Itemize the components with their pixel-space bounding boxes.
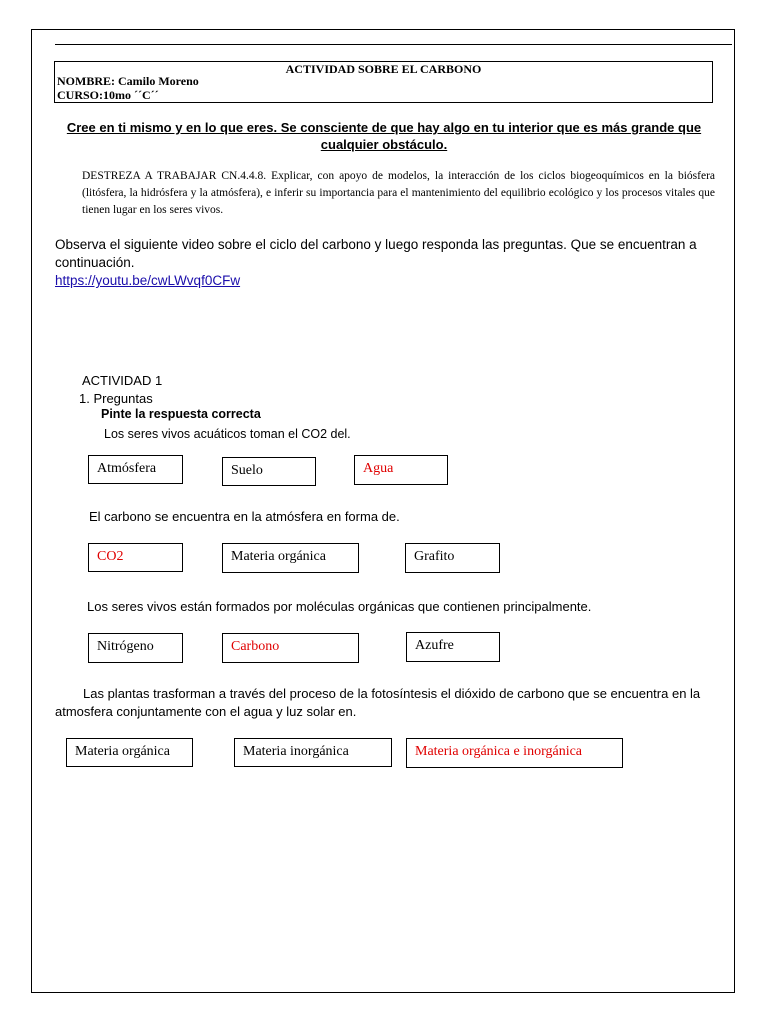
intro-text: Observa el siguiente video sobre el ciclo del carbono y luego responda las preguntas. Que se encuentran a continuación. bbox=[55, 237, 697, 270]
question-4: Las plantas trasforman a través del proceso de la fotosíntesis el dióxido de carbono que se encuentra en la atmosfera conjuntamente con el agua y luz solar en. bbox=[55, 686, 701, 719]
q4-option-materia-inorganica[interactable]: Materia inorgánica bbox=[234, 738, 392, 767]
top-rule bbox=[55, 44, 732, 45]
q1-option-atmosfera[interactable]: Atmósfera bbox=[88, 455, 183, 484]
header-box bbox=[54, 61, 713, 103]
question-3: Los seres vivos están formados por moléculas orgánicas que contienen principalmente. bbox=[87, 599, 592, 614]
q2-option-co2[interactable]: CO2 bbox=[88, 543, 183, 572]
q4-option-materia-organica-e-inorganica[interactable]: Materia orgánica e inorgánica bbox=[406, 738, 623, 768]
q1-option-agua[interactable]: Agua bbox=[354, 455, 448, 485]
student-course: CURSO:10mo ´´C´´ bbox=[57, 88, 159, 102]
instruction: Pinte la respuesta correcta bbox=[101, 407, 261, 421]
activity-title: ACTIVIDAD 1 bbox=[82, 373, 163, 388]
document-title: ACTIVIDAD SOBRE EL CARBONO bbox=[285, 62, 482, 76]
q3-option-azufre[interactable]: Azufre bbox=[406, 632, 500, 662]
question-1: Los seres vivos acuáticos toman el CO2 del. bbox=[104, 427, 351, 441]
q4-option-materia-organica[interactable]: Materia orgánica bbox=[66, 738, 193, 767]
skill-description: DESTREZA A TRABAJAR CN.4.4.8. Explicar, con apoyo de modelos, la interacción de los ciclos biogeoquímicos en la biósfera (litósfera, la hidrósfera y la atmósfera), e inferir su importancia para el mantenimiento del equilibrio ecológico y los procesos vitales que tienen lugar en los seres vivos. bbox=[82, 170, 715, 216]
question-2: El carbono se encuentra en la atmósfera en forma de. bbox=[89, 509, 400, 524]
q1-option-suelo[interactable]: Suelo bbox=[222, 457, 316, 486]
questions-heading: 1. Preguntas bbox=[79, 391, 153, 406]
q3-option-carbono[interactable]: Carbono bbox=[222, 633, 359, 663]
q2-option-grafito[interactable]: Grafito bbox=[405, 543, 500, 573]
q2-option-materia-organica[interactable]: Materia orgánica bbox=[222, 543, 359, 573]
video-link[interactable]: https://youtu.be/cwLWvqf0CFw bbox=[55, 273, 241, 288]
motto: Cree en ti mismo y en lo que eres. Se consciente de que hay algo en tu interior que es más grande que cualquier obstáculo. bbox=[66, 120, 702, 152]
student-name: NOMBRE: Camilo Moreno bbox=[57, 74, 199, 88]
q3-option-nitrogeno[interactable]: Nitrógeno bbox=[88, 633, 183, 663]
